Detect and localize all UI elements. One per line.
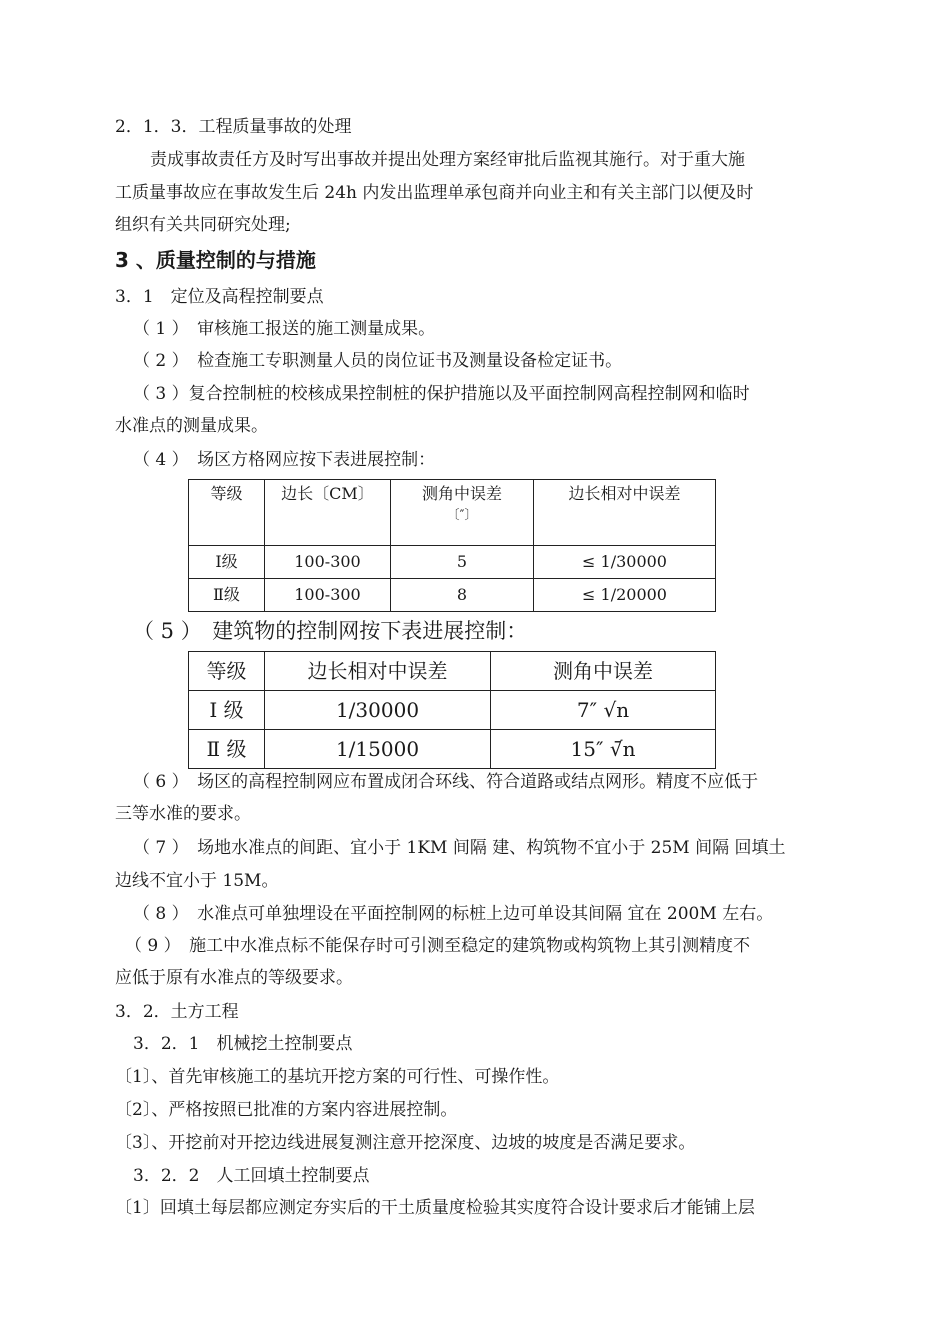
- subsection-3-2-1-title: 3．2．1 机械挖土控制要点: [133, 1034, 353, 1054]
- list-item: （ 3 ）复合控制桩的校核成果控制桩的保护措施以及平面控制网高程控制网和临时: [133, 384, 750, 404]
- list-item: （ 6 ） 场区的高程控制网应布置成闭合环线、符合道路或结点网形。精度不应低于: [133, 772, 759, 792]
- table-cell: 100-300: [265, 579, 391, 612]
- paragraph-line: 工质量事故应在事故发生后 24h 内发出监理单承包商并向业主和有关主部门以便及时: [115, 183, 754, 203]
- table-header-cell: 测角中误差: [491, 652, 716, 691]
- building-control-table: [188, 651, 716, 769]
- table-cell: 5: [391, 546, 534, 579]
- table-cell: Ⅱ级: [189, 579, 265, 612]
- list-item: （ 1 ） 审核施工报送的施工测量成果。: [133, 319, 436, 339]
- table-row: [189, 579, 716, 612]
- table-row: [189, 691, 716, 730]
- table-header-unit: 〔″〕: [446, 508, 478, 523]
- table-header-cell: 边长〔CM〕: [265, 480, 391, 546]
- list-item-continuation: 水准点的测量成果。: [115, 416, 268, 436]
- list-item-continuation: 边线不宜小于 15M。: [115, 871, 279, 891]
- grid-control-table: [188, 479, 716, 612]
- table-row: [189, 730, 716, 769]
- paragraph-line: 责成事故责任方及时写出事故并提出处理方案经审批后监视其施行。对于重大施: [150, 150, 745, 170]
- list-item: 〔2〕、严格按照已批准的方案内容进展控制。: [115, 1100, 458, 1120]
- table-header-row: [189, 652, 716, 691]
- table-header-text: 测角中误差: [421, 484, 502, 503]
- table-cell: ≤ 1/20000: [534, 579, 716, 612]
- table-header-cell: 等级: [189, 652, 265, 691]
- section-2-1-3-title: 2．1．3．工程质量事故的处理: [115, 117, 352, 137]
- table-cell: 15″ √̄n: [491, 730, 716, 769]
- table-cell: Ⅰ级: [189, 546, 265, 579]
- section-3-heading: 3 、质量控制的与措施: [115, 248, 316, 272]
- table-cell: ≤ 1/30000: [534, 546, 716, 579]
- table-row: [189, 546, 716, 579]
- section-3-1-title: 3．1 定位及高程控制要点: [115, 287, 324, 307]
- list-item: （ 7 ） 场地水准点的间距、宜小于 1KM 间隔 建、构筑物不宜小于 25M 间隔 回填土: [133, 838, 786, 858]
- list-item-continuation: 三等水准的要求。: [115, 804, 251, 824]
- table-cell: 7″ √n: [491, 691, 716, 730]
- section-3-2-title: 3．2．土方工程: [115, 1002, 239, 1022]
- list-item: 〔1〕、首先审核施工的基坑开挖方案的可行性、可操作性。: [115, 1067, 560, 1087]
- table-cell: 1/30000: [265, 691, 491, 730]
- table-header-cell: [391, 480, 534, 546]
- table-cell: 1/15000: [265, 730, 491, 769]
- table-cell: 8: [391, 579, 534, 612]
- table-cell: 100-300: [265, 546, 391, 579]
- table-header-cell: 边长相对中误差: [534, 480, 716, 546]
- paragraph-line: 组织有关共同研究处理;: [115, 215, 291, 235]
- table-header-row: [189, 480, 716, 546]
- list-item-continuation: 应低于原有水准点的等级要求。: [115, 968, 353, 988]
- list-item: （ 9 ） 施工中水准点标不能保存时可引测至稳定的建筑物或构筑物上其引测精度不: [125, 936, 751, 956]
- list-item: （ 5 ） 建筑物的控制网按下表进展控制：: [133, 619, 528, 643]
- table-header-cell: 等级: [189, 480, 265, 546]
- subsection-3-2-2-title: 3．2．2 人工回填土控制要点: [133, 1166, 370, 1186]
- table-cell: Ⅱ 级: [189, 730, 265, 769]
- list-item: （ 2 ） 检查施工专职测量人员的岗位证书及测量设备检定证书。: [133, 351, 623, 371]
- list-item: 〔1〕回填土每层都应测定夯实后的干土质量度检验其实度符合设计要求后才能铺上层: [115, 1198, 755, 1218]
- list-item: （ 4 ） 场区方格网应按下表进展控制：: [133, 450, 436, 470]
- list-item: 〔3〕、开挖前对开挖边线进展复测注意开挖深度、边坡的坡度是否满足要求。: [115, 1133, 696, 1153]
- list-item: （ 8 ） 水准点可单独埋设在平面控制网的标桩上边可单设其间隔 宜在 200M 左右。: [133, 904, 774, 924]
- table-header-cell: 边长相对中误差: [265, 652, 491, 691]
- table-cell: Ⅰ 级: [189, 691, 265, 730]
